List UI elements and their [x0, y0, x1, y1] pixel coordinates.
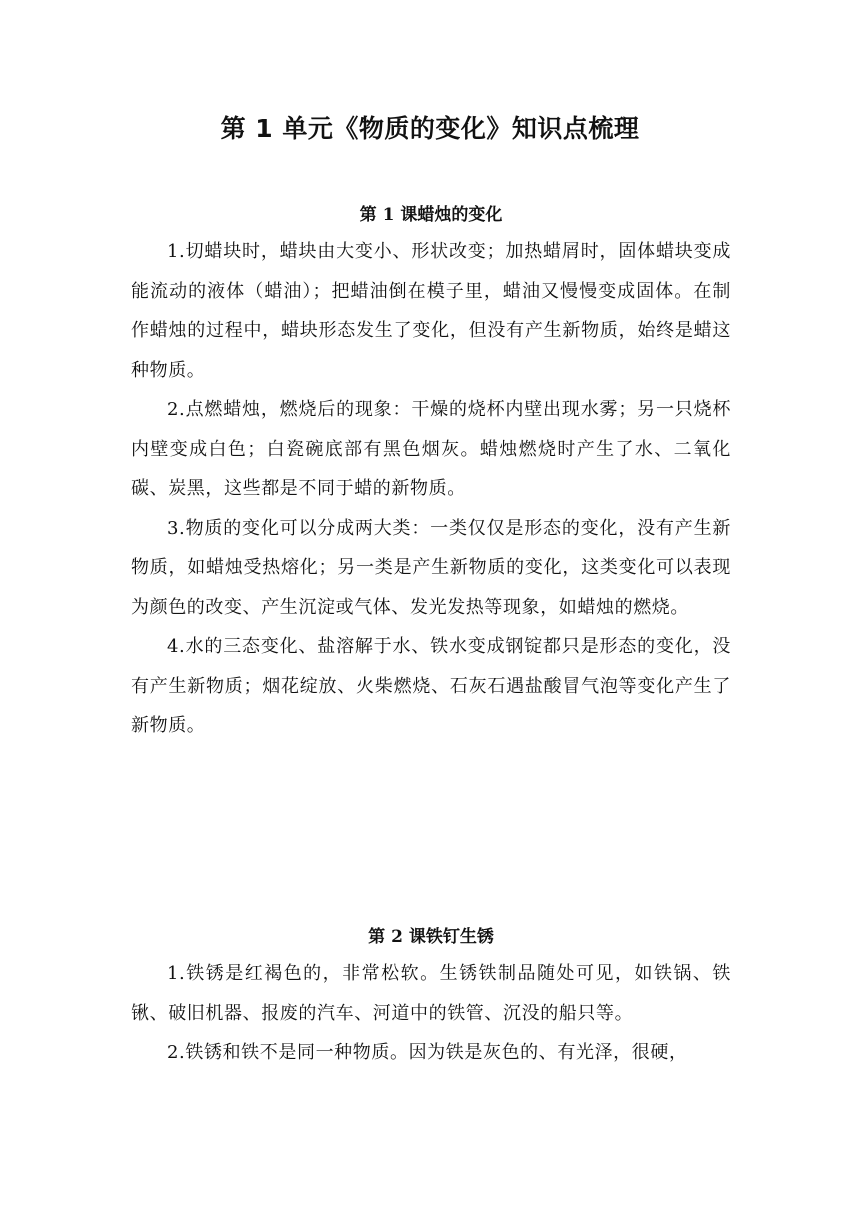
paragraph: 1.铁锈是红褐色的，非常松软。生锈铁制品随处可见，如铁锅、铁锹、破旧机器、报废的汽车、河道中的铁管、沉没的船只等。: [131, 963, 731, 1024]
paragraph: 2.点燃蜡烛，燃烧后的现象：干燥的烧杯内壁出现水雾；另一只烧杯内壁变成白色；白瓷碗底部有黑色烟灰。蜡烛燃烧时产生了水、二氧化碳、炭黑，这些都是不同于蜡的新物质。: [131, 399, 731, 499]
document-title: 第 1 单元《物质的变化》知识点梳理: [220, 114, 640, 143]
lesson-section-1: [131, 200, 731, 746]
paragraph: 1.切蜡块时，蜡块由大变小、形状改变；加热蜡屑时，固体蜡块变成能流动的液体（蜡油）；把蜡油倒在模子里，蜡油又慢慢变成固体。在制作蜡烛的过程中，蜡块形态发生了变化，但没有产生新物质，始终是蜡这种物质。: [131, 241, 731, 381]
paragraph: 2.铁锈和铁不是同一种物质。因为铁是灰色的、有光泽，很硬，: [167, 1042, 688, 1063]
lesson-section-2: [131, 922, 731, 1073]
lesson-title: 第 2 课铁钉生锈: [368, 927, 494, 947]
paragraph: 3.物质的变化可以分成两大类：一类仅仅是形态的变化，没有产生新物质，如蜡烛受热熔化；另一类是产生新物质的变化，这类变化可以表现为颜色的改变、产生沉淀或气体、发光发热等现象，如蜡烛的燃烧。: [131, 517, 731, 618]
lesson-title: 第 1 课蜡烛的变化: [359, 205, 503, 225]
paragraph: 4.水的三态变化、盐溶解于水、铁水变成钢锭都只是形态的变化，没有产生新物质；烟花绽放、火柴燃烧、石灰石遇盐酸冒气泡等变化产生了新物质。: [131, 636, 731, 736]
